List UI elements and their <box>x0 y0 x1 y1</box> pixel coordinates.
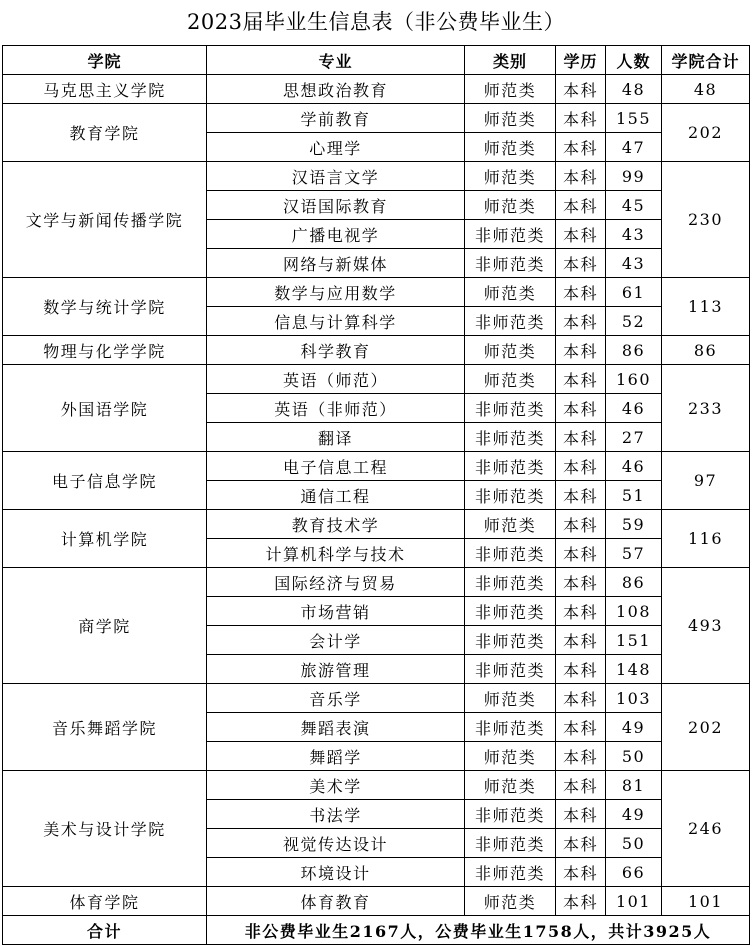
count-cell: 50 <box>606 829 662 858</box>
degree-cell: 本科 <box>556 742 606 771</box>
college-name-cell: 体育学院 <box>3 887 207 916</box>
count-cell: 51 <box>606 481 662 510</box>
college-name-cell: 数学与统计学院 <box>3 278 207 336</box>
major-cell: 旅游管理 <box>207 655 465 684</box>
category-cell: 非师范类 <box>465 655 556 684</box>
footer-row <box>3 916 750 945</box>
major-cell: 数学与应用数学 <box>207 278 465 307</box>
table-row <box>3 104 750 133</box>
count-cell: 45 <box>606 191 662 220</box>
college-name-cell: 音乐舞蹈学院 <box>3 684 207 771</box>
category-cell: 非师范类 <box>465 220 556 249</box>
college-total-cell: 113 <box>662 278 750 336</box>
degree-cell: 本科 <box>556 162 606 191</box>
college-name-cell: 计算机学院 <box>3 510 207 568</box>
count-cell: 47 <box>606 133 662 162</box>
count-cell: 52 <box>606 307 662 336</box>
major-cell: 教育技术学 <box>207 510 465 539</box>
count-cell: 50 <box>606 742 662 771</box>
degree-cell: 本科 <box>556 191 606 220</box>
table-row <box>3 162 750 191</box>
category-cell: 非师范类 <box>465 307 556 336</box>
major-cell: 计算机科学与技术 <box>207 539 465 568</box>
header-row <box>3 46 750 75</box>
count-cell: 86 <box>606 568 662 597</box>
major-cell: 英语（非师范） <box>207 394 465 423</box>
college-name-cell: 马克思主义学院 <box>3 75 207 104</box>
major-cell: 网络与新媒体 <box>207 249 465 278</box>
degree-cell: 本科 <box>556 597 606 626</box>
table-row <box>3 452 750 481</box>
category-cell: 师范类 <box>465 278 556 307</box>
count-cell: 81 <box>606 771 662 800</box>
college-total-cell: 233 <box>662 365 750 452</box>
major-cell: 市场营销 <box>207 597 465 626</box>
degree-cell: 本科 <box>556 249 606 278</box>
count-cell: 48 <box>606 75 662 104</box>
major-cell: 学前教育 <box>207 104 465 133</box>
college-total-cell: 48 <box>662 75 750 104</box>
header-count: 人数 <box>606 46 662 75</box>
college-total-cell: 246 <box>662 771 750 887</box>
category-cell: 非师范类 <box>465 394 556 423</box>
category-cell: 非师范类 <box>465 249 556 278</box>
degree-cell: 本科 <box>556 220 606 249</box>
degree-cell: 本科 <box>556 452 606 481</box>
category-cell: 非师范类 <box>465 539 556 568</box>
major-cell: 电子信息工程 <box>207 452 465 481</box>
category-cell: 非师范类 <box>465 568 556 597</box>
college-total-cell: 202 <box>662 104 750 162</box>
table-row <box>3 684 750 713</box>
college-total-cell: 202 <box>662 684 750 771</box>
degree-cell: 本科 <box>556 365 606 394</box>
degree-cell: 本科 <box>556 829 606 858</box>
category-cell: 非师范类 <box>465 597 556 626</box>
major-cell: 体育教育 <box>207 887 465 916</box>
major-cell: 信息与计算科学 <box>207 307 465 336</box>
count-cell: 148 <box>606 655 662 684</box>
college-name-cell: 物理与化学学院 <box>3 336 207 365</box>
degree-cell: 本科 <box>556 278 606 307</box>
category-cell: 非师范类 <box>465 713 556 742</box>
count-cell: 61 <box>606 278 662 307</box>
degree-cell: 本科 <box>556 655 606 684</box>
college-total-cell: 493 <box>662 568 750 684</box>
major-cell: 汉语言文学 <box>207 162 465 191</box>
count-cell: 43 <box>606 249 662 278</box>
category-cell: 师范类 <box>465 887 556 916</box>
count-cell: 101 <box>606 887 662 916</box>
degree-cell: 本科 <box>556 858 606 887</box>
degree-cell: 本科 <box>556 771 606 800</box>
table-row <box>3 75 750 104</box>
major-cell: 舞蹈表演 <box>207 713 465 742</box>
major-cell: 翻译 <box>207 423 465 452</box>
major-cell: 书法学 <box>207 800 465 829</box>
count-cell: 103 <box>606 684 662 713</box>
category-cell: 非师范类 <box>465 800 556 829</box>
category-cell: 师范类 <box>465 684 556 713</box>
category-cell: 非师范类 <box>465 626 556 655</box>
count-cell: 43 <box>606 220 662 249</box>
major-cell: 音乐学 <box>207 684 465 713</box>
category-cell: 师范类 <box>465 742 556 771</box>
major-cell: 会计学 <box>207 626 465 655</box>
header-college-total: 学院合计 <box>662 46 750 75</box>
table-row <box>3 278 750 307</box>
count-cell: 57 <box>606 539 662 568</box>
header-degree: 学历 <box>556 46 606 75</box>
college-total-cell: 101 <box>662 887 750 916</box>
major-cell: 英语（师范） <box>207 365 465 394</box>
table-row <box>3 510 750 539</box>
graduate-table <box>2 45 750 945</box>
category-cell: 非师范类 <box>465 452 556 481</box>
major-cell: 思想政治教育 <box>207 75 465 104</box>
degree-cell: 本科 <box>556 75 606 104</box>
college-name-cell: 教育学院 <box>3 104 207 162</box>
college-name-cell: 美术与设计学院 <box>3 771 207 887</box>
count-cell: 59 <box>606 510 662 539</box>
degree-cell: 本科 <box>556 307 606 336</box>
header-major: 专业 <box>207 46 465 75</box>
degree-cell: 本科 <box>556 133 606 162</box>
category-cell: 师范类 <box>465 510 556 539</box>
footer-label: 合计 <box>3 916 207 945</box>
college-total-cell: 97 <box>662 452 750 510</box>
degree-cell: 本科 <box>556 568 606 597</box>
college-total-cell: 116 <box>662 510 750 568</box>
major-cell: 科学教育 <box>207 336 465 365</box>
category-cell: 师范类 <box>465 336 556 365</box>
count-cell: 46 <box>606 394 662 423</box>
category-cell: 非师范类 <box>465 481 556 510</box>
header-category: 类别 <box>465 46 556 75</box>
count-cell: 151 <box>606 626 662 655</box>
count-cell: 49 <box>606 800 662 829</box>
college-name-cell: 外国语学院 <box>3 365 207 452</box>
degree-cell: 本科 <box>556 423 606 452</box>
college-name-cell: 商学院 <box>3 568 207 684</box>
count-cell: 86 <box>606 336 662 365</box>
degree-cell: 本科 <box>556 713 606 742</box>
category-cell: 师范类 <box>465 104 556 133</box>
degree-cell: 本科 <box>556 684 606 713</box>
category-cell: 师范类 <box>465 133 556 162</box>
header-college: 学院 <box>3 46 207 75</box>
count-cell: 108 <box>606 597 662 626</box>
category-cell: 师范类 <box>465 771 556 800</box>
table-row <box>3 771 750 800</box>
degree-cell: 本科 <box>556 336 606 365</box>
major-cell: 通信工程 <box>207 481 465 510</box>
major-cell: 汉语国际教育 <box>207 191 465 220</box>
major-cell: 舞蹈学 <box>207 742 465 771</box>
table-row <box>3 887 750 916</box>
degree-cell: 本科 <box>556 510 606 539</box>
category-cell: 师范类 <box>465 162 556 191</box>
category-cell: 师范类 <box>465 365 556 394</box>
table-row <box>3 568 750 597</box>
table-body <box>3 75 750 916</box>
footer-summary: 非公费毕业生2167人，公费毕业生1758人，共计3925人 <box>207 916 750 945</box>
count-cell: 46 <box>606 452 662 481</box>
college-name-cell: 电子信息学院 <box>3 452 207 510</box>
college-name-cell: 文学与新闻传播学院 <box>3 162 207 278</box>
degree-cell: 本科 <box>556 800 606 829</box>
count-cell: 66 <box>606 858 662 887</box>
degree-cell: 本科 <box>556 539 606 568</box>
category-cell: 非师范类 <box>465 829 556 858</box>
college-total-cell: 230 <box>662 162 750 278</box>
major-cell: 环境设计 <box>207 858 465 887</box>
count-cell: 99 <box>606 162 662 191</box>
count-cell: 27 <box>606 423 662 452</box>
degree-cell: 本科 <box>556 626 606 655</box>
count-cell: 49 <box>606 713 662 742</box>
count-cell: 160 <box>606 365 662 394</box>
degree-cell: 本科 <box>556 481 606 510</box>
major-cell: 广播电视学 <box>207 220 465 249</box>
category-cell: 师范类 <box>465 191 556 220</box>
table-row <box>3 365 750 394</box>
major-cell: 视觉传达设计 <box>207 829 465 858</box>
category-cell: 非师范类 <box>465 423 556 452</box>
degree-cell: 本科 <box>556 887 606 916</box>
college-total-cell: 86 <box>662 336 750 365</box>
count-cell: 155 <box>606 104 662 133</box>
degree-cell: 本科 <box>556 104 606 133</box>
major-cell: 美术学 <box>207 771 465 800</box>
table-row <box>3 336 750 365</box>
major-cell: 国际经济与贸易 <box>207 568 465 597</box>
category-cell: 师范类 <box>465 75 556 104</box>
major-cell: 心理学 <box>207 133 465 162</box>
degree-cell: 本科 <box>556 394 606 423</box>
category-cell: 非师范类 <box>465 858 556 887</box>
page-title: 2023届毕业生信息表（非公费毕业生） <box>187 10 565 34</box>
